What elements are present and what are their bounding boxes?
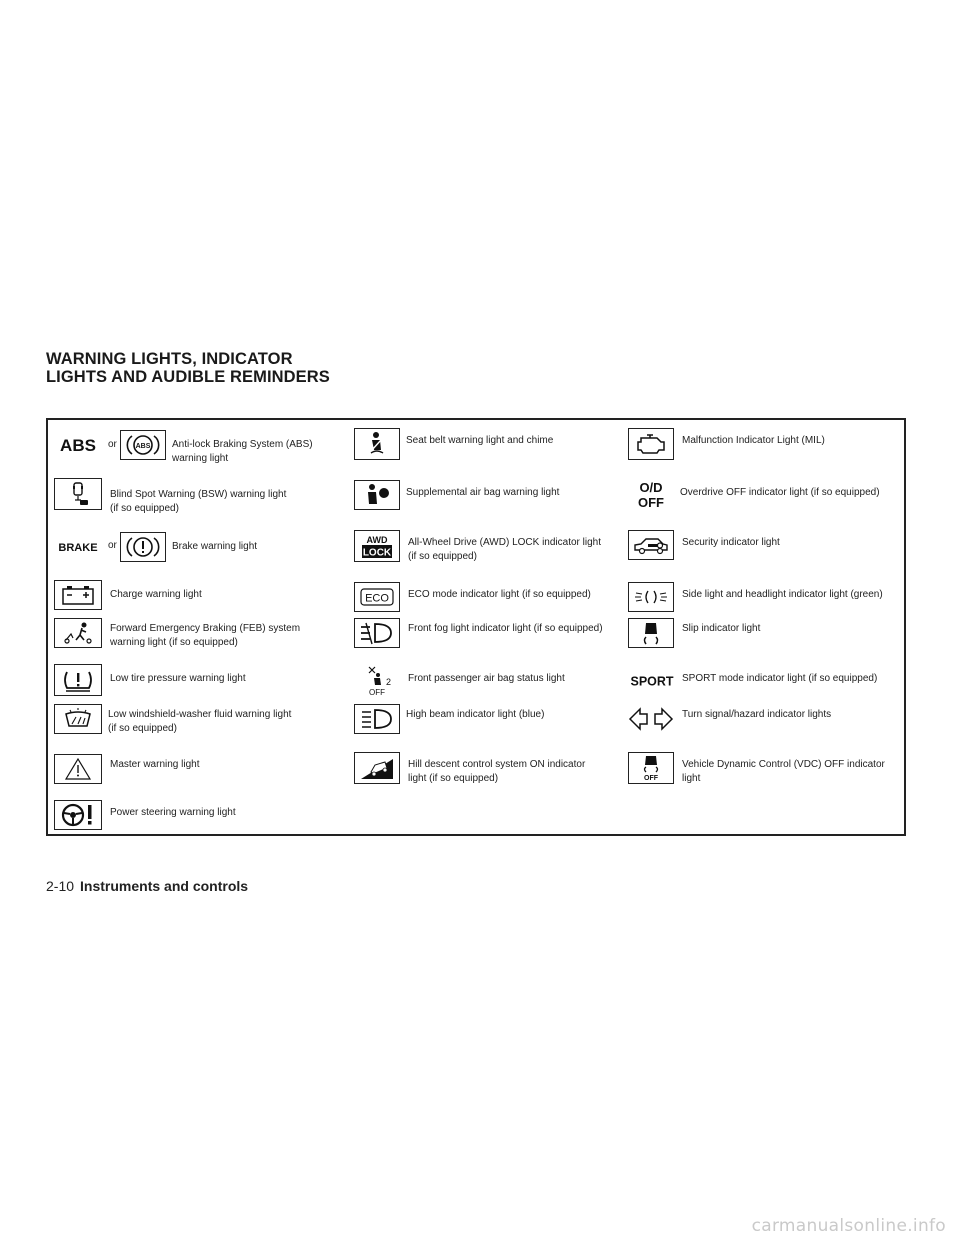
bsw-description: Blind Spot Warning (BSW) warning light (if so equipped): [110, 489, 287, 514]
tire-pressure-icon: [54, 664, 102, 696]
eco-description: ECO mode indicator light (if so equipped): [408, 589, 591, 600]
power-steering-icon: [54, 800, 102, 830]
heading-line-1: WARNING LIGHTS, INDICATOR: [46, 350, 293, 368]
brake-circle-icon: [120, 532, 166, 562]
power-steering-description: Power steering warning light: [110, 807, 236, 818]
side-light-icon: [628, 582, 674, 612]
svg-text:SPORT: SPORT: [630, 674, 674, 689]
sport-description: SPORT mode indicator light (if so equipped): [682, 673, 878, 684]
svg-text:2: 2: [386, 677, 392, 687]
vdc-off-icon: [628, 752, 674, 784]
brake-text-icon: [54, 532, 102, 560]
eco-icon: [354, 582, 400, 612]
front-fog-description: Front fog light indicator light (if so equipped): [408, 623, 603, 634]
svg-text:ABS: ABS: [135, 443, 151, 450]
awd-lock-description: All-Wheel Drive (AWD) LOCK indicator light (if so equipped): [408, 537, 602, 562]
abs-text-icon: [54, 430, 102, 458]
turn-signal-icon: [628, 704, 674, 734]
hill-descent-description: Hill descent control system ON indicator light (if so equipped): [408, 759, 586, 784]
security-description: Security indicator light: [682, 537, 780, 548]
master-warning-description: Master warning light: [110, 759, 200, 770]
washer-fluid-description: Low windshield-washer fluid warning light (if so equipped): [108, 709, 292, 734]
mil-description: Malfunction Indicator Light (MIL): [682, 435, 825, 446]
svg-text:ECO: ECO: [365, 592, 389, 605]
security-car-icon: [628, 530, 674, 560]
engine-mil-icon: [628, 428, 674, 460]
svg-text:AWD: AWD: [366, 535, 388, 545]
feb-description: Forward Emergency Braking (FEB) system warning light (if so equipped): [110, 623, 301, 648]
front-fog-icon: [354, 618, 400, 648]
abs-circle-icon: [120, 430, 166, 460]
svg-text:OFF: OFF: [369, 688, 385, 696]
page-number: 2-10: [46, 878, 75, 894]
svg-text:O/D: O/D: [639, 480, 663, 495]
feb-icon: [54, 618, 102, 648]
slip-icon: [628, 618, 674, 648]
high-beam-icon: [354, 704, 400, 734]
or-label: or: [108, 439, 117, 450]
svg-text:OFF: OFF: [638, 495, 664, 510]
charge-description: Charge warning light: [110, 589, 202, 600]
svg-text:LOCK: LOCK: [362, 547, 392, 559]
blind-spot-icon: [54, 478, 102, 510]
hill-descent-icon: [354, 752, 400, 784]
turn-signal-description: Turn signal/hazard indicator lights: [682, 709, 832, 720]
tire-pressure-description: Low tire pressure warning light: [110, 673, 246, 684]
slip-description: Slip indicator light: [682, 623, 761, 634]
brake-description: Brake warning light: [172, 541, 258, 552]
passenger-airbag-icon: [354, 666, 400, 696]
awd-lock-icon: [354, 530, 400, 562]
vdc-off-description: Vehicle Dynamic Control (VDC) OFF indicator light: [682, 759, 885, 784]
passenger-airbag-description: Front passenger air bag status light: [408, 673, 565, 684]
air-bag-icon: [354, 480, 400, 510]
seat-belt-icon: [354, 428, 400, 460]
air-bag-description: Supplemental air bag warning light: [406, 487, 560, 498]
heading-line-2: LIGHTS AND AUDIBLE REMINDERS: [46, 368, 330, 386]
svg-text:BRAKE: BRAKE: [58, 541, 98, 554]
warning-lights-panel: [46, 418, 906, 836]
svg-text:ABS: ABS: [60, 436, 96, 455]
section-title: Instruments and controls: [80, 878, 249, 894]
battery-icon: [54, 580, 102, 610]
seat-belt-description: Seat belt warning light and chime: [406, 435, 554, 446]
high-beam-description: High beam indicator light (blue): [406, 709, 545, 720]
master-warning-icon: [54, 754, 102, 784]
side-light-description: Side light and headlight indicator light (green): [682, 589, 883, 600]
overdrive-off-icon: [628, 478, 674, 512]
page-heading: [46, 350, 330, 386]
sport-icon: [628, 666, 676, 694]
svg-text:OFF: OFF: [644, 775, 658, 782]
watermark: carmanualsonline.info: [751, 1216, 946, 1236]
washer-fluid-icon: [54, 704, 102, 734]
overdrive-off-description: Overdrive OFF indicator light (if so equipped): [680, 487, 880, 498]
page-footer: [46, 878, 248, 894]
or-label: or: [108, 540, 117, 551]
abs-description: Anti-lock Braking System (ABS) warning light: [172, 439, 313, 464]
